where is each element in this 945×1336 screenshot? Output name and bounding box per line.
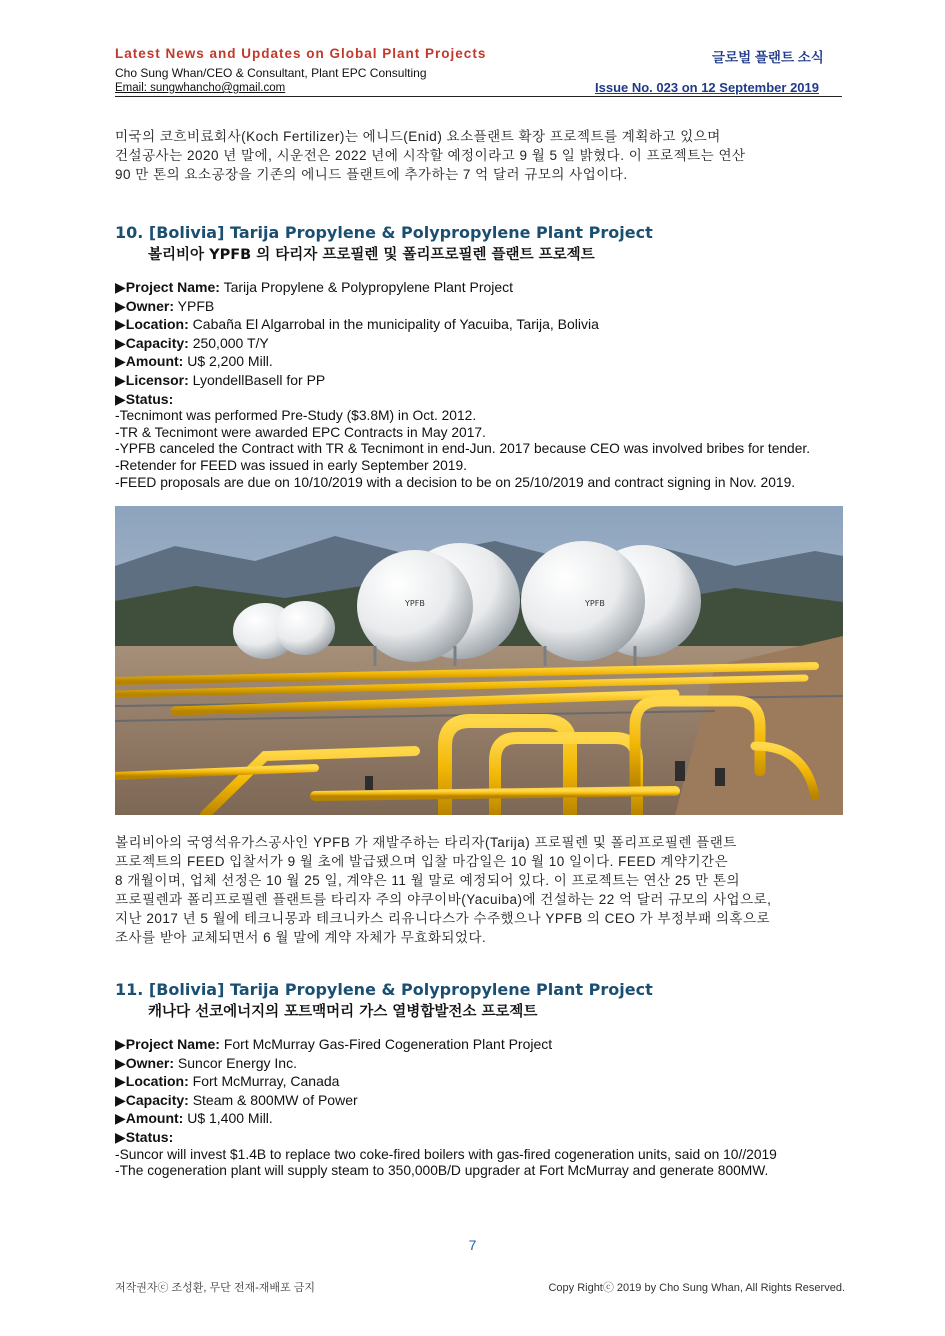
- issue-label: Issue No. 023 on 12 September 2019: [595, 80, 819, 95]
- status-item: -Tecnimont was performed Pre-Study ($3.8M) in Oct. 2012.: [115, 408, 477, 424]
- tank-label: YPFB: [585, 599, 605, 608]
- field-owner: ▶Owner: Suncor Energy Inc.: [115, 1054, 297, 1071]
- summary-line: 볼리비아의 국영석유가스공사인 YPFB 가 재발주하는 타리자(Tarija) 프로필렌 및 폴리프로필렌 플랜트: [115, 835, 737, 850]
- summary-line: 프로젝트의 FEED 입찰서가 9 월 초에 발급됐으며 입찰 마감일은 10 월 10 일이다. FEED 계약기간은: [115, 854, 729, 869]
- summary-line: 조사를 받아 교체되면서 6 월 말에 계약 자체가 무효화되었다.: [115, 930, 487, 945]
- author-line: Cho Sung Whan/CEO & Consultant, Plant EPC Consulting: [115, 66, 427, 80]
- section-10-fields: [115, 278, 845, 491]
- newsletter-title-kr: 글로벌 플랜트 소식: [712, 50, 824, 65]
- field-amount: ▶Amount: U$ 2,200 Mill.: [115, 353, 273, 370]
- intro-line: 건설공사는 2020 년 말에, 시운전은 2022 년에 시작할 예정이라고 9 월 5 일 밝혔다. 이 프로젝트는 연산: [115, 148, 746, 163]
- intro-paragraph-kr: [115, 127, 843, 184]
- field-owner: ▶Owner: YPFB: [115, 297, 215, 314]
- field-status: ▶Status:: [115, 1128, 174, 1145]
- field-capacity: ▶Capacity: Steam & 800MW of Power: [115, 1091, 358, 1108]
- summary-line: 프로필렌과 폴리프로필렌 플랜트를 타리자 주의 야쿠이바(Yacuiba)에 건설하는 22 억 달러 규모의 사업으로,: [115, 892, 772, 907]
- field-amount: ▶Amount: U$ 1,400 Mill.: [115, 1110, 273, 1127]
- field-licensor: ▶Licensor: LyondellBasell for PP: [115, 371, 326, 388]
- intro-line: 미국의 코흐비료회사(Koch Fertilizer)는 에니드(Enid) 요소플랜트 확장 프로젝트를 계획하고 있으며: [115, 129, 721, 144]
- page-number: 7: [468, 1237, 477, 1253]
- summary-line: 8 개월이며, 업체 선정은 10 월 25 일, 계약은 11 월 말로 예정되어 있다. 이 프로젝트는 연산 25 만 톤의: [115, 873, 740, 888]
- newsletter-title: Latest News and Updates on Global Plant Projects: [115, 46, 487, 61]
- field-status: ▶Status:: [115, 390, 174, 407]
- field-location: ▶Location: Fort McMurray, Canada: [115, 1073, 340, 1090]
- tank-label: YPFB: [405, 599, 425, 608]
- status-item: -TR & Tecnimont were awarded EPC Contracts in May 2017.: [115, 424, 486, 440]
- section-11-subtitle-kr: 캐나다 선코에너지의 포트맥머리 가스 열병합발전소 프로젝트: [148, 1004, 538, 1020]
- section-10-subtitle-kr: 볼리비아 YPFB 의 타리자 프로필렌 및 폴리프로필렌 플랜트 프로젝트: [148, 247, 595, 263]
- footer-copyright-kr: 저작권자ⓒ 조성환, 무단 전재-재배포 금지: [115, 1282, 315, 1294]
- section-11-fields: [115, 1035, 845, 1180]
- section-11-title: 11. [Bolivia] Tarija Propylene & Polypropylene Plant Project: [115, 980, 653, 999]
- email-link[interactable]: Email: sungwhancho@gmail.com: [115, 82, 286, 94]
- field-project-name: ▶Project Name: Fort McMurray Gas-Fired Cogeneration Plant Project: [115, 1036, 553, 1052]
- summary-line: 지난 2017 년 5 월에 테크니몽과 테크니카스 리유니다스가 수주했으나 YPFB 의 CEO 가 부정부패 의혹으로: [115, 911, 771, 926]
- status-item: -Retender for FEED was issued in early September 2019.: [115, 457, 467, 473]
- field-capacity: ▶Capacity: 250,000 T/Y: [115, 334, 269, 351]
- status-item: -FEED proposals are due on 10/10/2019 with a decision to be on 25/10/2019 and contract signing in Nov. 2019.: [115, 474, 796, 490]
- status-item: -YPFB canceled the Contract with TR & Tecnimont in end-Jun. 2017 because CEO was involved bribes for tender.: [115, 441, 811, 457]
- plant-photo: [115, 506, 843, 815]
- footer-copyright-en: Copy Rightⓒ 2019 by Cho Sung Whan, All Rights Reserved.: [548, 1282, 845, 1294]
- intro-line: 90 만 톤의 요소공장을 기존의 에니드 플랜트에 추가하는 7 억 달러 규모의 사업이다.: [115, 167, 628, 182]
- section-10-summary-kr: [115, 833, 843, 947]
- status-item: -Suncor will invest $1.4B to replace two coke-fired boilers with gas-fired cogeneration units, said on 10//2019: [115, 1146, 777, 1162]
- field-project-name: ▶Project Name: Tarija Propylene & Polypropylene Plant Project: [115, 279, 514, 295]
- section-10-title: 10. [Bolivia] Tarija Propylene & Polypropylene Plant Project: [115, 223, 653, 242]
- status-item: -The cogeneration plant will supply steam to 350,000B/D upgrader at Fort McMurray and generate 800MW.: [115, 1163, 769, 1179]
- field-location: ▶Location: Cabaña El Algarrobal in the municipality of Yacuiba, Tarija, Bolivia: [115, 316, 599, 333]
- header-divider: [115, 96, 842, 97]
